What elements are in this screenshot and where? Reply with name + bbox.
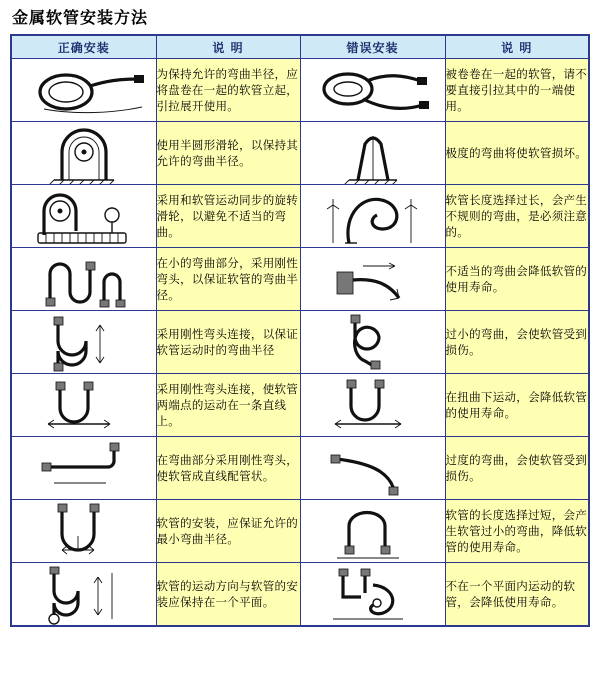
figure-rigid-elbows-straight-line-motion: [11, 374, 156, 437]
note-text: 在小的弯曲部分，采用刚性弯头，以保证软管的弯曲半径。: [156, 248, 300, 311]
table-row: [11, 59, 589, 122]
figure-rigid-elbow-u-loop-connection: [11, 311, 156, 374]
figure-synchronized-rotating-pulley-with-chain: [11, 185, 156, 248]
figure-coiled-hose-pulled-from-one-end: [300, 59, 445, 122]
table-row: [11, 185, 589, 248]
figure-coiled-hose-standing-upright: [11, 59, 156, 122]
note-text: 极度的弯曲将使软管损坏。: [445, 122, 589, 185]
note-text: 不适当的弯曲会降低软管的使用寿命。: [445, 248, 589, 311]
table-header-row: [11, 35, 589, 59]
hose-installation-table: [10, 34, 590, 627]
figure-rigid-elbow-at-small-bend: [11, 248, 156, 311]
note-text: 软管长度选择过长，会产生不规则的弯曲，是必须注意的。: [445, 185, 589, 248]
figure-rigid-elbow-straight-piping: [11, 437, 156, 500]
table-row: [11, 374, 589, 437]
figure-improper-bend-at-fitting: [300, 248, 445, 311]
table-row: [11, 500, 589, 563]
figure-hose-twisted-while-moving: [300, 374, 445, 437]
note-text: 采用刚性弯头连接，使软管两端点的运动在一条直线上。: [156, 374, 300, 437]
table-row: [11, 311, 589, 374]
note-text: 在弯曲部分采用刚性弯头，使软管成直线配管状。: [156, 437, 300, 500]
table-row: [11, 248, 589, 311]
note-text: 被卷卷在一起的软管，请不要直接引拉其中的一端使用。: [445, 59, 589, 122]
figure-motion-out-of-plane: [300, 563, 445, 627]
figure-motion-direction-same-plane: [11, 563, 156, 627]
column-header-wrong-note: 说 明: [445, 35, 589, 59]
column-header-wrong-install: 错误安装: [300, 35, 445, 59]
note-text: 软管的安装，应保证允许的最小弯曲半径。: [156, 500, 300, 563]
note-text: 使用半圆形滑轮，以保持其允许的弯曲半径。: [156, 122, 300, 185]
figure-overlong-hose-irregular-loop: [300, 185, 445, 248]
note-text: 采用刚性弯头连接，以保证软管运动时的弯曲半径: [156, 311, 300, 374]
note-text: 采用和软管运动同步的旋转滑轮，以避免不适当的弯曲。: [156, 185, 300, 248]
figure-hose-too-short-excessive-bend: [300, 500, 445, 563]
note-text: 在扭曲下运动，会降低软管的使用寿命。: [445, 374, 589, 437]
note-text: 过小的弯曲，会使软管受到损伤。: [445, 311, 589, 374]
note-text: 软管的长度选择过短，会产生软管过小的弯曲，降低软管的使用寿命。: [445, 500, 589, 563]
figure-too-small-bend-radius-loop: [300, 311, 445, 374]
figure-installed-with-minimum-bend-radius: [11, 500, 156, 563]
note-text: 过度的弯曲，会使软管受到损伤。: [445, 437, 589, 500]
figure-sharp-bend-over-narrow-support: [300, 122, 445, 185]
table-row: [11, 122, 589, 185]
table-row: [11, 437, 589, 500]
column-header-correct-install: 正确安装: [11, 35, 156, 59]
table-row: [11, 563, 589, 627]
figure-excessive-bend-at-elbow: [300, 437, 445, 500]
note-text: 为保持允许的弯曲半径，应将盘卷在一起的软管立起，引拉展开使用。: [156, 59, 300, 122]
page-title: 金属软管安装方法: [12, 8, 149, 27]
note-text: 不在一个平面内运动的软管，会降低使用寿命。: [445, 563, 589, 627]
column-header-correct-note: 说 明: [156, 35, 300, 59]
figure-half-round-pulley-guide: [11, 122, 156, 185]
note-text: 软管的运动方向与软管的安装应保持在一个平面。: [156, 563, 300, 627]
